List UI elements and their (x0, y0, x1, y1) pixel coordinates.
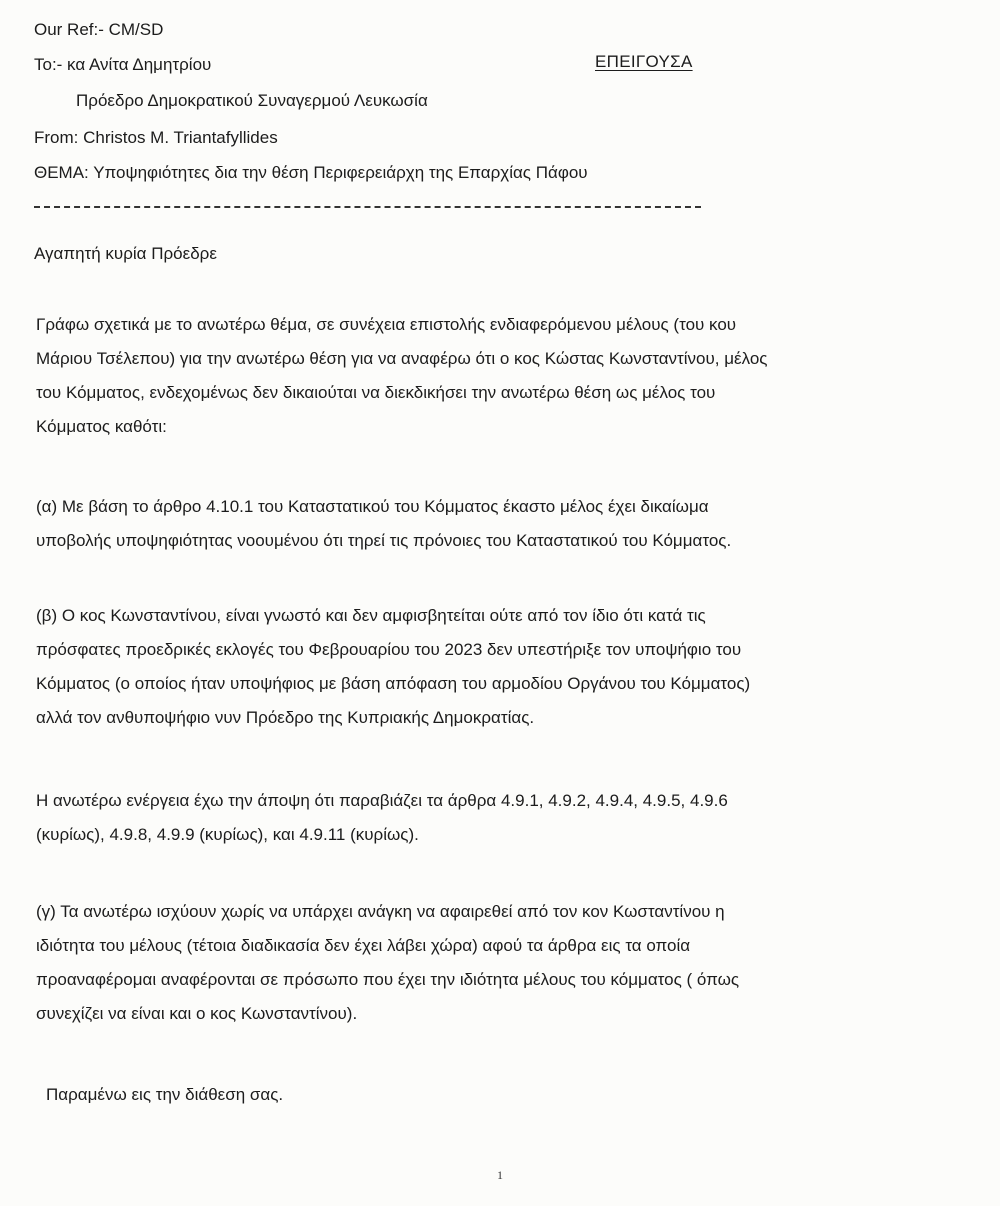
sender-line: From: Christos M. Triantafyllides (34, 128, 278, 147)
paragraph-intro (36, 308, 966, 444)
paragraph-line: (α) Με βάση το άρθρο 4.10.1 του Καταστατικού του Κόμματος έκαστο μέλος έχει δικαίωμα (36, 497, 709, 516)
paragraph-line: (κυρίως), 4.9.8, 4.9.9 (κυρίως), και 4.9.11 (κυρίως). (36, 825, 419, 844)
paragraph-line: συνεχίζει να είναι και ο κος Κωνσταντίνου). (36, 1004, 358, 1023)
paragraph-line: προαναφέρομαι αναφέρονται σε πρόσωπο που έχει την ιδιότητα μέλους του κόμματος ( όπως (36, 970, 740, 989)
paragraph-line: αλλά τον ανθυποψήφιο νυν Πρόεδρο της Κυπριακής Δημοκρατίας. (36, 708, 535, 727)
paragraph-line: του Κόμματος, ενδεχομένως δεν δικαιούται να διεκδικήσει την ανωτέρω θέση ως μέλος του (36, 383, 716, 402)
paragraph-a (36, 490, 966, 558)
dashed-separator (34, 206, 701, 208)
paragraph-line: Κόμματος (ο οποίος ήταν υποψήφιος με βάση απόφαση του αρμοδίου Οργάνου του Κόμματος) (36, 674, 751, 693)
subject-line: ΘΕΜΑ: Υποψηφιότητες δια την θέση Περιφερειάρχη της Επαρχίας Πάφου (34, 163, 588, 182)
paragraph-violations (36, 784, 966, 852)
urgent-label: ΕΠΕΙΓΟΥΣΑ (595, 52, 693, 71)
closing-line: Παραμένω εις την διάθεση σας. (46, 1085, 284, 1104)
paragraph-line: ιδιότητα του μέλους (τέτοια διαδικασία δεν έχει λάβει χώρα) αφού τα άρθρα εις τα οποία (36, 936, 691, 955)
our-ref: Our Ref:- CM/SD (34, 20, 164, 39)
paragraph-line: Η ανωτέρω ενέργεια έχω την άποψη ότι παραβιάζει τα άρθρα 4.9.1, 4.9.2, 4.9.4, 4.9.5, 4.9.6 (36, 791, 728, 810)
paragraph-line: Γράφω σχετικά με το ανωτέρω θέμα, σε συνέχεια επιστολής ενδιαφερόμενου μέλους (του κου (36, 315, 737, 334)
recipient-line: To:- κα Ανίτα Δημητρίου (34, 55, 212, 74)
recipient-title: Πρόεδρο Δημοκρατικού Συναγερμού Λευκωσία (76, 91, 428, 110)
paragraph-c (36, 895, 966, 1031)
paragraph-b (36, 599, 966, 735)
paragraph-line: Μάριου Τσέλεπου) για την ανωτέρω θέση για να αναφέρω ότι ο κος Κώστας Κωνσταντίνου, μέλος (36, 349, 768, 368)
paragraph-line: (β) Ο κος Κωνσταντίνου, είναι γνωστό και δεν αμφισβητείται ούτε από τον ίδιο ότι κατά τις (36, 606, 706, 625)
salutation: Αγαπητή κυρία Πρόεδρε (34, 244, 217, 263)
paragraph-line: Κόμματος καθότι: (36, 417, 167, 436)
page-number: 1 (497, 1168, 503, 1182)
paragraph-line: (γ) Τα ανωτέρω ισχύουν χωρίς να υπάρχει ανάγκη να αφαιρεθεί από τον κον Κωσταντίνου η (36, 902, 725, 921)
paragraph-line: υποβολής υποψηφιότητας νοουμένου ότι τηρεί τις πρόνοιες του Καταστατικού του Κόμματος. (36, 531, 732, 550)
paragraph-line: πρόσφατες προεδρικές εκλογές του Φεβρουαρίου του 2023 δεν υπεστήριξε τον υποψήφιο του (36, 640, 742, 659)
